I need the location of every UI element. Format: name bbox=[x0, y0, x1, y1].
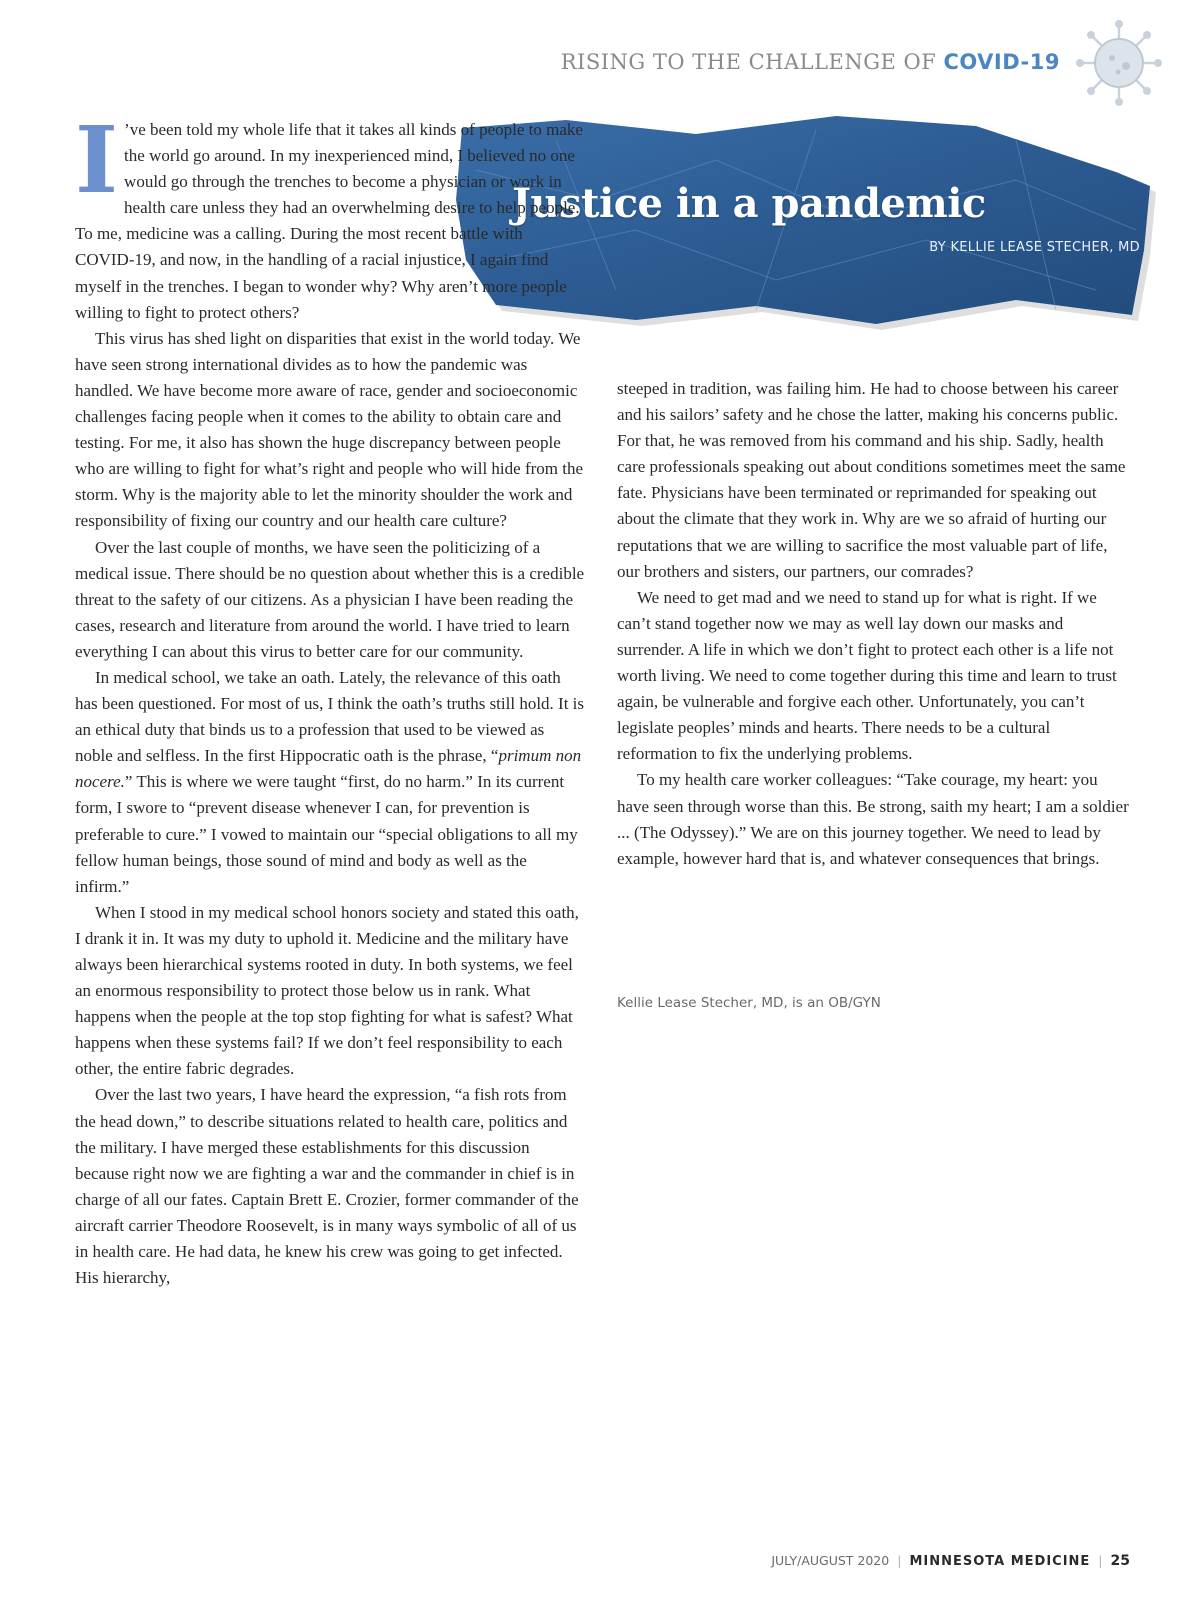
paragraph: Over the last two years, I have heard the expression, “a fish rots from the head down,” to describe situations related to health care, politics and the military. I have merged these establishments for this discussion because right now we are fighting a war and the commander in chief is in charge of all our fates. Captain Brett E. Crozier, former commander of the aircraft carrier Theodore Roosevelt, is in many ways symbolic of all of us in health care. He had data, he knew his crew was going to get infected. His hierarchy, bbox=[75, 1085, 579, 1288]
article-byline: BY KELLIE LEASE STECHER, MD bbox=[929, 240, 1140, 255]
page-footer bbox=[771, 1553, 1130, 1569]
issue-date: JULY/AUGUST 2020 bbox=[771, 1553, 890, 1568]
article-column-1 bbox=[75, 106, 585, 1291]
footer-divider: | bbox=[1098, 1553, 1103, 1568]
section-header-prefix: RISING TO THE CHALLENGE OF bbox=[560, 50, 944, 74]
virus-icon bbox=[1074, 18, 1164, 108]
section-header bbox=[561, 50, 1060, 74]
article-column-2 bbox=[617, 376, 1129, 872]
paragraph: Over the last couple of months, we have seen the politicizing of a medical issue. There should be no question about whether this is a credible threat to the safety of our citizens. As a physician I have been reading the cases, research and literature from around the world. I have tried to learn everything I can about this virus to better care for our community. bbox=[75, 537, 585, 661]
drop-cap: I bbox=[75, 106, 119, 214]
article-title: Justice in a pandemic bbox=[512, 180, 986, 227]
paragraph: To my health care worker colleagues: “Take courage, my heart: you have seen through worse than this. Be strong, saith my heart; I am a soldier ... (The Odyssey).” We are on this journey together. We need to lead by example, however hard that is, and whatever consequences that brings. bbox=[617, 770, 1129, 868]
paragraph: I ’ve been told my whole life that it takes all kinds of people to make the world go around. In my inexperienced mind, I believed no one would go through the trenches to become a physician or work in health care unless they had an overwhelming desire to help people. To me, medicine was a calling. During the most recent battle with COVID-19, and now, in the handling of a racial injustice, I again find myself in the trenches. I began to wonder why? Why aren’t more people willing to fight to protect others? bbox=[75, 106, 583, 322]
page-number: 25 bbox=[1110, 1553, 1130, 1569]
magazine-name: MINNESOTA MEDICINE bbox=[909, 1554, 1091, 1569]
paragraph: In medical school, we take an oath. Lately, the relevance of this oath has been questioned. For most of us, I think the oath’s truths still hold. It is an ethical duty that binds us to a profession that used to be viewed as noble and selfless. In the first Hippocratic oath is the phrase, “primum non nocere.” This is where we were taught “first, do no harm.” In its current form, I swore to “prevent disease whenever I can, for prevention is preferable to cure.” I vowed to maintain our “special obligations to all my fellow human beings, those sound of mind and body as well as the infirm.” bbox=[75, 667, 585, 896]
paragraph: This virus has shed light on disparities that exist in the world today. We have seen strong international divides as to how the pandemic was handled. We have become more aware of race, gender and socioeconomic challenges facing people when it comes to the ability to obtain care and testing. For me, it also has shown the huge discrepancy between people who are willing to fight for what’s right and people who will hide from the storm. Why is the majority able to let the minority shoulder the work and responsibility of fixing our country and our health care culture? bbox=[75, 328, 584, 531]
paragraph: steeped in tradition, was failing him. He had to choose between his career and his sailors’ safety and he chose the latter, making his concerns public. For that, he was removed from his command and his ship. Sadly, health care professionals speaking out about conditions sometimes meet the same fate. Physicians have been terminated or reprimanded for speaking out about the climate that they work in. Why are we so afraid of hurting our reputations that we are willing to sacrifice the most valuable part of life, our brothers and sisters, our partners, our comrades? bbox=[617, 379, 1126, 581]
paragraph: We need to get mad and we need to stand up for what is right. If we can’t stand together now we may as well lay down our masks and surrender. A life in which we don’t fight to protect each other is a life not worth living. We need to come together during this time and learn to trust again, be vulnerable and forgive each other. Unfortunately, you can’t legislate peoples’ minds and hearts. There needs to be a cultural reformation to fix the underlying problems. bbox=[617, 587, 1117, 764]
latin-phrase: primum non nocere. bbox=[75, 746, 582, 792]
author-bio: Kellie Lease Stecher, MD, is an OB/GYN bbox=[617, 995, 881, 1011]
section-header-accent: COVID-19 bbox=[943, 50, 1060, 74]
paragraph: When I stood in my medical school honors society and stated this oath, I drank it in. It was my duty to uphold it. Medicine and the military have always been hierarchical systems rooted in duty. In both systems, we feel an enormous responsibility to protect those below us in rank. What happens when the people at the top stop fighting for what is safest? What happens when these systems fail? If we don’t feel responsibility to each other, the entire fabric degrades. bbox=[75, 902, 579, 1079]
footer-divider: | bbox=[897, 1553, 902, 1568]
